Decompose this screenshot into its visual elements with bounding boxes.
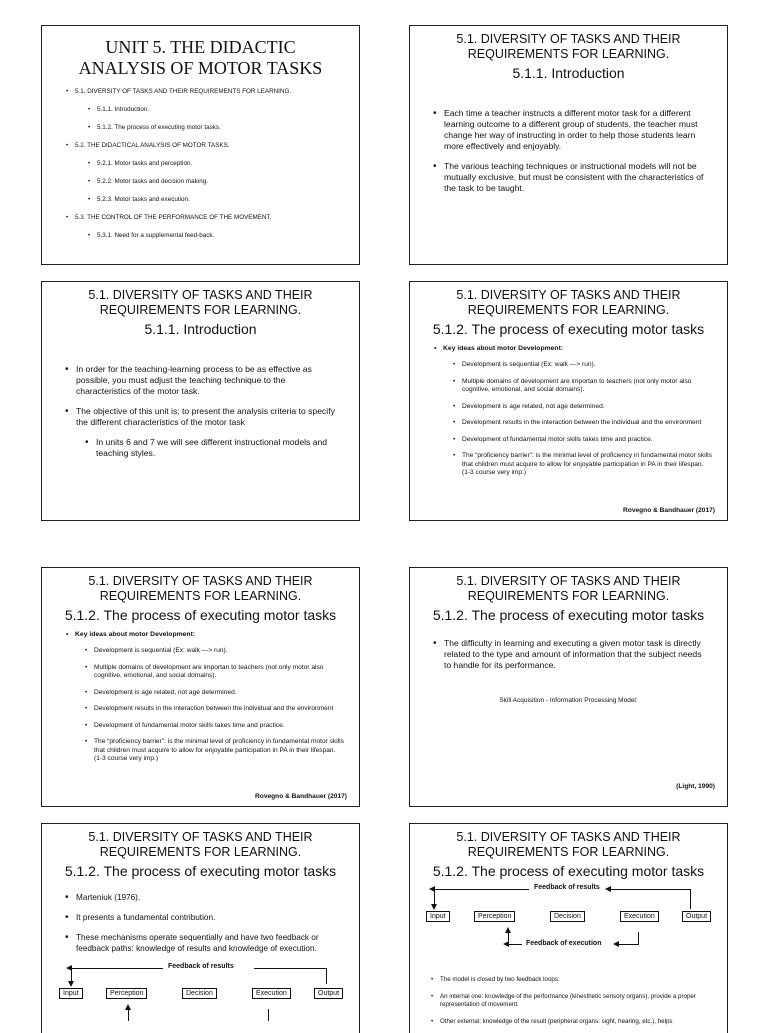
execution-box: Execution bbox=[252, 988, 291, 999]
perception-box: Perception bbox=[474, 911, 515, 922]
feedback-results-line bbox=[434, 889, 435, 905]
unit-title: UNIT 5. THE DIDACTIC ANALYSIS OF MOTOR TASKS bbox=[78, 37, 323, 78]
slide-subtitle: 5.1.2. The process of executing motor tasks bbox=[432, 863, 705, 879]
slide-key-ideas-2 bbox=[41, 567, 360, 807]
bullet-item: • The objective of this unit is: to present the analysis criteria to specify the different characteristics of the motor task bbox=[76, 406, 341, 428]
table-of-contents bbox=[75, 88, 359, 239]
key-idea-item: • The “proficiency barrier”: is the minimal level of proficiency in fundamental motor skills that children must acquire to allow for enjoyable participation in PA in their lifespan. (1-3 course very imp.) bbox=[94, 738, 345, 764]
bullet-item: • In units 6 and 7 we will see different instructional models and teaching styles. bbox=[96, 437, 341, 459]
key-idea-item: • The “proficiency barrier”: is the minimal level of proficiency in fundamental motor skills that children must acquire to allow for enjoyable participation in PA in their lifespan. (1-3 course very imp.) bbox=[462, 452, 713, 478]
bullet-item: • Marteniuk (1976). bbox=[76, 892, 341, 903]
feedback-results-label: Feedback of results bbox=[534, 884, 600, 891]
toc-item: • 5.2.2. Motor tasks and decision making. bbox=[97, 178, 359, 185]
slide-subtitle: 5.1.2. The process of executing motor tasks bbox=[64, 607, 337, 623]
slide-key-ideas-1 bbox=[409, 281, 728, 521]
feedback-results-line bbox=[610, 889, 690, 890]
key-idea-item: • Development is age related, not age determined. bbox=[94, 689, 345, 698]
bullet-item: • The various teaching techniques or instructional models will not be mutually exclusive, but must be consistent with the characteristics of the task to be taught. bbox=[444, 161, 709, 194]
slide-subtitle: 5.1.2. The process of executing motor tasks bbox=[64, 863, 337, 879]
toc-item: • 5.3.1. Need for a supplemental feed-back. bbox=[97, 232, 359, 239]
key-idea-item: • Development is sequential (Ex: walk —> run). bbox=[462, 361, 713, 370]
citation: Rovegno & Bandhauer (2017) bbox=[255, 793, 347, 800]
decision-box: Decision bbox=[550, 911, 585, 922]
slide-subtitle: 5.1.2. The process of executing motor tasks bbox=[432, 607, 705, 623]
key-idea-item: • Development is sequential (Ex: walk —> run). bbox=[94, 647, 345, 656]
slide-subtitle: 5.1.2. The process of executing motor tasks bbox=[432, 321, 705, 337]
execution-box: Execution bbox=[620, 911, 659, 922]
bullet-list bbox=[444, 108, 709, 194]
slide-header: 5.1. DIVERSITY OF TASKS AND THEIR REQUIREMENTS FOR LEARNING. bbox=[88, 288, 313, 317]
toc-item: • 5.1. DIVERSITY OF TASKS AND THEIR REQUIREMENTS FOR LEARNING. bbox=[75, 88, 359, 95]
feedback-execution-line bbox=[268, 1009, 269, 1021]
slide-unit-title bbox=[41, 25, 360, 265]
feedback-execution-arrow bbox=[128, 1009, 129, 1021]
feedback-execution-line bbox=[638, 932, 639, 945]
toc-item: • 5.1.2. The process of executing motor tasks. bbox=[97, 124, 359, 131]
key-ideas-list bbox=[462, 361, 713, 478]
feedback-execution-line bbox=[618, 944, 638, 945]
bullet-list bbox=[76, 892, 341, 954]
process-diagram bbox=[42, 963, 359, 1033]
toc-item: • 5.3. THE CONTROL OF THE PERFORMANCE OF THE MOVEMENT. bbox=[75, 214, 359, 221]
bullet-item: • In order for the teaching-learning process to be as effective as possible, you must adjust the teaching technique to the characteristics of the motor task. bbox=[76, 364, 341, 397]
key-idea-item: • Multiple domains of development are importan to teachers (not only motor also cognitive, emotional, and social domains). bbox=[462, 378, 713, 395]
citation: Rovegno & Bandhauer (2017) bbox=[623, 507, 715, 514]
slide-header: 5.1. DIVERSITY OF TASKS AND THEIR REQUIREMENTS FOR LEARNING. bbox=[88, 574, 313, 603]
bullet-item: • An internal one: knowledge of the performance (kinesthetic sensory organs), provide a proper representation of movement. bbox=[440, 993, 713, 1010]
toc-item: • 5.2.3. Motor tasks and execution. bbox=[97, 196, 359, 203]
slide-header: 5.1. DIVERSITY OF TASKS AND THEIR REQUIREMENTS FOR LEARNING. bbox=[456, 574, 681, 603]
input-box: Input bbox=[426, 911, 450, 922]
process-diagram bbox=[410, 884, 727, 972]
key-idea-item: • Development of fundamental motor skills takes time and practice. bbox=[94, 722, 345, 731]
key-idea-item: • Development of fundamental motor skills takes time and practice. bbox=[462, 436, 713, 445]
bullet-item: • The difficulty in learning and executing a given motor task is directly related to the type and amount of information that the subject needs to handle for its performance. bbox=[444, 638, 709, 671]
feedback-execution-label: Feedback of execution bbox=[526, 940, 602, 947]
slide-subtitle: 5.1.1. Introduction bbox=[144, 321, 257, 337]
slide-marteniuk-model bbox=[41, 823, 360, 1033]
bullet-list bbox=[440, 976, 713, 1026]
key-ideas-list bbox=[94, 647, 345, 764]
slide-feedback-loops bbox=[409, 823, 728, 1033]
slide-subtitle: 5.1.1. Introduction bbox=[512, 65, 625, 81]
key-idea-item: • Development results in the interaction between the individual and the environment bbox=[94, 705, 345, 714]
bullet-item: • The model is closed by two feedback loops: bbox=[440, 976, 713, 985]
toc-item: • 5.1.1. Introduction. bbox=[97, 106, 359, 113]
input-box: Input bbox=[59, 988, 83, 999]
key-idea-item: • Development results in the interaction between the individual and the environment bbox=[462, 419, 713, 428]
slide-introduction-2 bbox=[41, 281, 360, 521]
slide-header: 5.1. DIVERSITY OF TASKS AND THEIR REQUIREMENTS FOR LEARNING. bbox=[88, 830, 313, 859]
slide-header: 5.1. DIVERSITY OF TASKS AND THEIR REQUIREMENTS FOR LEARNING. bbox=[456, 288, 681, 317]
toc-item: • 5.2.1. Motor tasks and perception. bbox=[97, 160, 359, 167]
feedback-results-line bbox=[254, 968, 326, 969]
key-ideas-heading: • Key ideas about motor Development: bbox=[75, 631, 359, 638]
output-box: Output bbox=[682, 911, 711, 922]
feedback-results-label: Feedback of results bbox=[168, 963, 234, 970]
key-ideas-heading: • Key ideas about motor Development: bbox=[443, 345, 727, 352]
slide-information-processing bbox=[409, 567, 728, 807]
feedback-results-arrow bbox=[71, 968, 163, 969]
feedback-results-line bbox=[690, 889, 691, 909]
bullet-item: • Other external: knowledge of the result (peripheral organs: sight, hearing, etc.), helps bbox=[440, 1018, 713, 1027]
feedback-results-line bbox=[326, 968, 327, 984]
feedback-results-arrow bbox=[434, 889, 529, 890]
bullet-list bbox=[76, 364, 341, 459]
key-idea-item: • Multiple domains of development are importan to teachers (not only motor also cognitive, emotional, and social domains). bbox=[94, 664, 345, 681]
toc-item: • 5.2. THE DIDACTICAL ANALYSIS OF MOTOR TASKS. bbox=[75, 142, 359, 149]
output-box: Output bbox=[314, 988, 343, 999]
key-idea-item: • Development is age related, not age determined. bbox=[462, 403, 713, 412]
bullet-item: • Each time a teacher instructs a different motor task for a different learning outcome to a different group of students, the teacher must change her way of instructing in order to help those students learn more effectively and enjoyably. bbox=[444, 108, 709, 152]
perception-box: Perception bbox=[106, 988, 147, 999]
slide-header: 5.1. DIVERSITY OF TASKS AND THEIR REQUIREMENTS FOR LEARNING. bbox=[456, 32, 681, 61]
feedback-results-line bbox=[71, 968, 72, 982]
feedback-execution-line bbox=[508, 944, 522, 945]
model-label: Skill Acquisition - Information Processing Model: bbox=[499, 697, 638, 704]
decision-box: Decision bbox=[182, 988, 217, 999]
citation: (Light, 1990) bbox=[676, 783, 715, 790]
slide-header: 5.1. DIVERSITY OF TASKS AND THEIR REQUIREMENTS FOR LEARNING. bbox=[456, 830, 681, 859]
bullet-item: • It presents a fundamental contribution. bbox=[76, 912, 341, 923]
bullet-list bbox=[444, 638, 709, 671]
slide-introduction-1 bbox=[409, 25, 728, 265]
bullet-item: • These mechanisms operate sequentially and have two feedback or feedback paths: knowledge of results and knowledge of execution. bbox=[76, 932, 341, 954]
